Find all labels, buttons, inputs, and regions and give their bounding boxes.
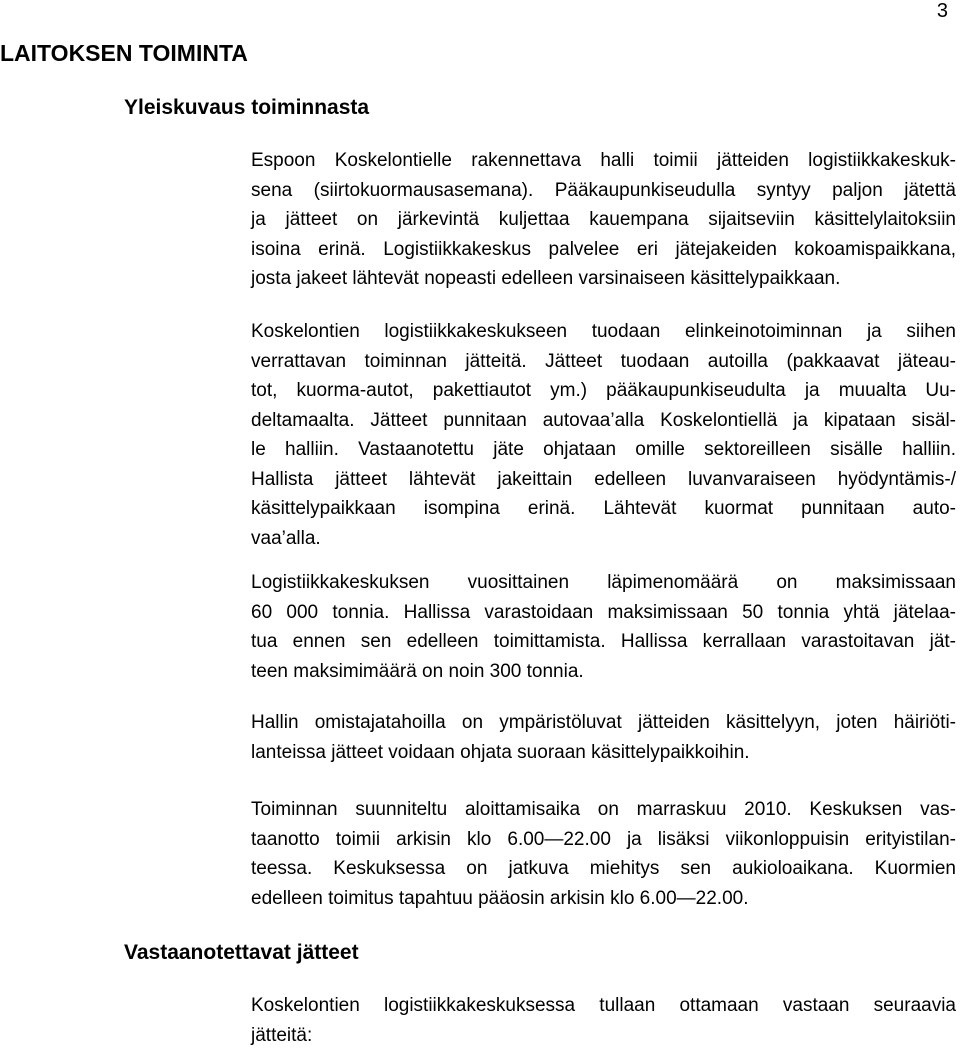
text-line: vaa’alla.	[251, 524, 956, 554]
page-number: 3	[937, 0, 948, 22]
section-heading-overview: Yleiskuvaus toiminnasta	[124, 94, 369, 122]
paragraph-permits	[251, 708, 956, 767]
text-line: Logistiikkakeskuksen vuosittainen läpimenomäärä on maksimissaan	[251, 568, 956, 598]
text-line: 60 000 tonnia. Hallissa varastoidaan maksimissaan 50 tonnia yhtä jätelaa-	[251, 598, 956, 628]
text-line: deltamaalta. Jätteet punnitaan autovaa’alla Koskelontiellä ja kipataan sisäl-	[251, 406, 956, 436]
paragraph-waste-intake	[251, 317, 956, 553]
text-line: Koskelontien logistiikkakeskuksessa tullaan ottamaan vastaan seuraavia	[251, 991, 956, 1021]
text-line: ja jätteet on järkevintä kuljettaa kauempana sijaitseviin käsittelylaitoksiin	[251, 205, 956, 235]
text-line: sena (siirtokuormausasemana). Pääkaupunkiseudulla syntyy paljon jätettä	[251, 176, 956, 206]
paragraph-intro	[251, 146, 956, 294]
paragraph-accepted-waste	[251, 991, 956, 1050]
text-line: edelleen toimitus tapahtuu pääosin arkisin klo 6.00—22.00.	[251, 884, 956, 914]
text-line: teessa. Keskuksessa on jatkuva miehitys sen aukioloaikana. Kuormien	[251, 854, 956, 884]
text-line: jätteitä:	[251, 1021, 956, 1050]
text-line: taanotto toimii arkisin klo 6.00—22.00 ja lisäksi viikonloppuisin erityistilan-	[251, 825, 956, 855]
paragraph-throughput	[251, 568, 956, 686]
text-line: käsittelypaikkaan isompina erinä. Lähtevät kuormat punnitaan auto-	[251, 494, 956, 524]
text-line: verrattavan toiminnan jätteitä. Jätteet tuodaan autoilla (pakkaavat jäteau-	[251, 347, 956, 377]
text-line: Koskelontien logistiikkakeskukseen tuodaan elinkeinotoiminnan ja siihen	[251, 317, 956, 347]
text-line: josta jakeet lähtevät nopeasti edelleen varsinaiseen käsittelypaikkaan.	[251, 264, 956, 294]
text-line: Espoon Koskelontielle rakennettava halli toimii jätteiden logistiikkakeskuk-	[251, 146, 956, 176]
text-line: le halliin. Vastaanotettu jäte ohjataan omille sektoreilleen sisälle halliin.	[251, 435, 956, 465]
text-line: isoina erinä. Logistiikkakeskus palvelee eri jätejakeiden kokoamispaikkana,	[251, 235, 956, 265]
text-line: lanteissa jätteet voidaan ohjata suoraan käsittelypaikkoihin.	[251, 738, 956, 768]
chapter-title: LAITOKSEN TOIMINTA	[0, 38, 248, 68]
paragraph-schedule	[251, 795, 956, 913]
text-line: Hallista jätteet lähtevät jakeittain edelleen luvanvaraiseen hyödyntämis-/	[251, 465, 956, 495]
text-line: teen maksimimäärä on noin 300 tonnia.	[251, 657, 956, 687]
section-heading-accepted-waste: Vastaanotettavat jätteet	[124, 939, 359, 967]
text-line: tot, kuorma-autot, pakettiautot ym.) pääkaupunkiseudulta ja muualta Uu-	[251, 376, 956, 406]
text-line: tua ennen sen edelleen toimittamista. Hallissa kerrallaan varastoitavan jät-	[251, 627, 956, 657]
text-line: Toiminnan suunniteltu aloittamisaika on marraskuu 2010. Keskuksen vas-	[251, 795, 956, 825]
text-line: Hallin omistajatahoilla on ympäristöluvat jätteiden käsittelyyn, joten häiriöti-	[251, 708, 956, 738]
